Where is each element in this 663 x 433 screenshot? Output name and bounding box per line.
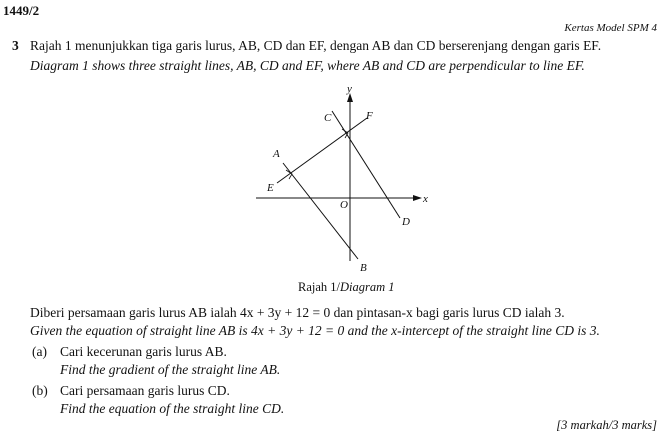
- caption-malay: Rajah 1: [298, 280, 337, 294]
- label-c: C: [324, 112, 332, 124]
- part-b-text-english: Find the equation of the straight line CD.: [60, 401, 285, 416]
- part-b-text-malay: Cari persamaan garis lurus CD.: [60, 383, 230, 398]
- paper-series: Kertas Model SPM 4: [564, 22, 657, 34]
- diagram-caption: [298, 280, 395, 295]
- caption-english: Diagram 1: [340, 280, 395, 294]
- part-a-text-english: Find the gradient of the straight line AB.: [60, 362, 281, 377]
- given-text-english: Given the equation of straight line AB is 4x + 3y + 12 = 0 and the x-intercept of the straight line CD is 3.: [30, 323, 600, 338]
- part-a-label: (a): [32, 344, 47, 359]
- paper-code: 1449/2: [3, 3, 40, 18]
- caption-separator: /: [336, 280, 341, 294]
- part-b-label: (b): [32, 383, 48, 398]
- label-y: y: [347, 83, 352, 95]
- line-ab: [283, 163, 358, 259]
- part-a-text-malay: Cari kecerunan garis lurus AB.: [60, 344, 227, 359]
- label-b: B: [360, 262, 367, 273]
- given-text-malay: Diberi persamaan garis lurus AB ialah 4x + 3y + 12 = 0 dan pintasan-x bagi garis lurus CD ialah 3.: [30, 305, 565, 320]
- label-a: A: [273, 148, 280, 160]
- marks-allocation: [3 markah/3 marks]: [556, 418, 657, 432]
- label-f: F: [366, 110, 373, 122]
- label-e: E: [267, 182, 274, 194]
- question-text-english: Diagram 1 shows three straight lines, AB, CD and EF, where AB and CD are perpendicular to line EF.: [30, 58, 585, 73]
- question-number: 3: [12, 38, 19, 53]
- label-d: D: [402, 216, 410, 228]
- coordinate-diagram: [250, 83, 450, 273]
- label-origin: O: [340, 199, 348, 211]
- label-x: x: [423, 193, 428, 205]
- x-axis-arrow: [413, 195, 422, 201]
- question-text-malay: Rajah 1 menunjukkan tiga garis lurus, AB, CD dan EF, dengan AB dan CD berserenjang dengan garis EF.: [30, 38, 602, 53]
